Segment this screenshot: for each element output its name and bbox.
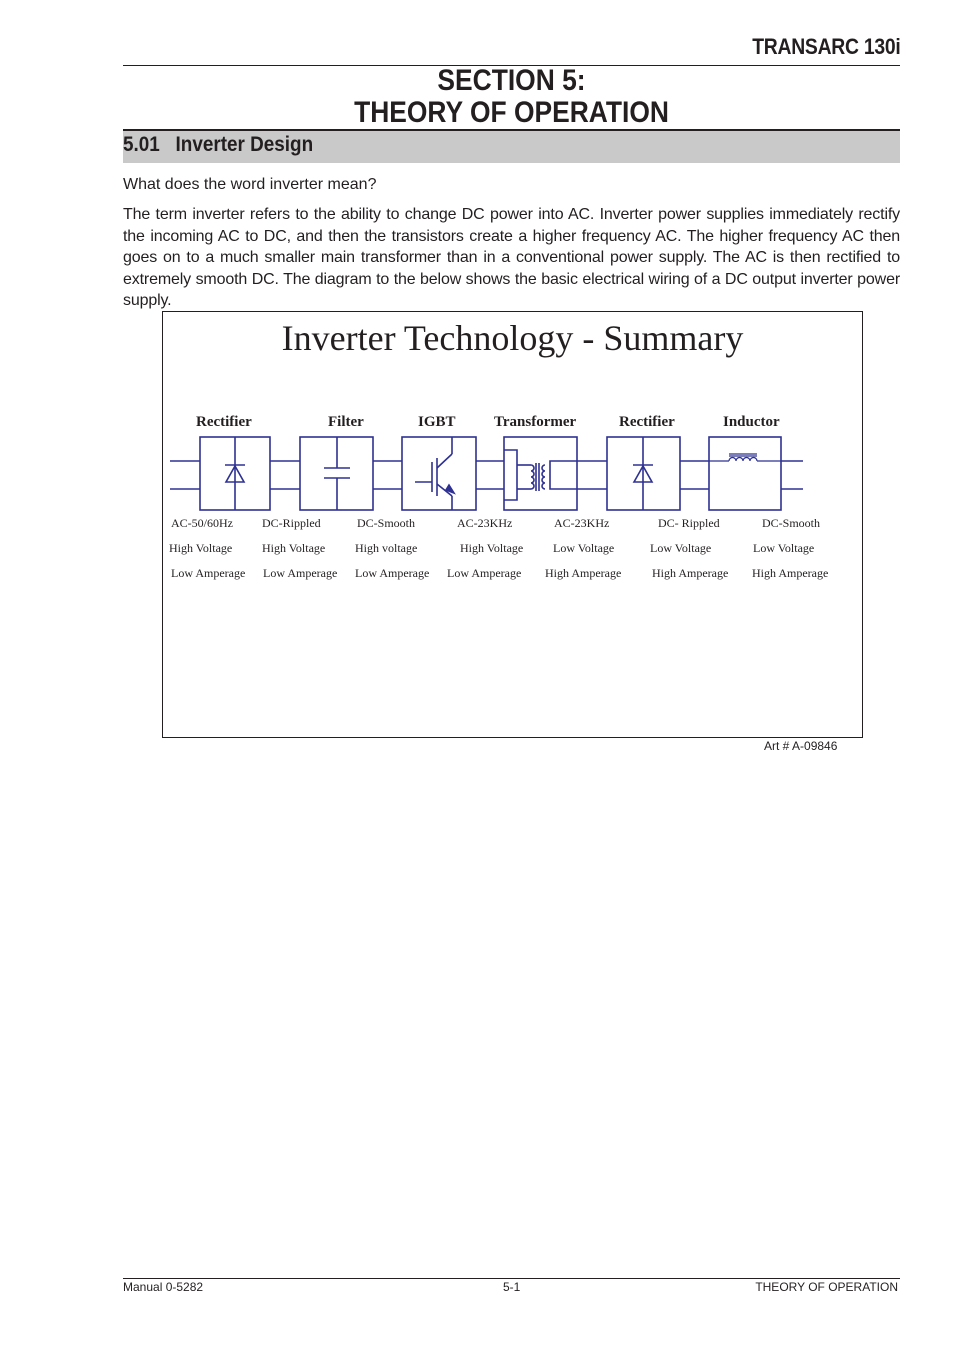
footer-manual-number: Manual 0-5282 (123, 1280, 204, 1294)
product-title: TRANSARC 130i (751, 34, 900, 59)
signal-type-label: DC-Smooth (762, 516, 821, 530)
diagram-title: Inverter Technology - Summary (281, 318, 744, 358)
voltage-label: High Voltage (460, 541, 524, 555)
voltage-label: High Voltage (169, 541, 233, 555)
capacitor-icon (324, 437, 350, 510)
art-number: Art # A-09846 (764, 739, 838, 753)
amperage-label: High Amperage (545, 566, 622, 580)
diode-icon-2 (633, 437, 653, 510)
stage-label-rectifier-1: Rectifier (196, 414, 252, 430)
signal-type-label: DC-Smooth (357, 516, 416, 530)
diode-icon-1 (225, 437, 245, 510)
amperage-label: Low Amperage (447, 566, 522, 580)
stage-label-igbt: IGBT (418, 414, 456, 430)
intro-question: What does the word inverter mean? (123, 176, 377, 193)
amperage-label: High Amperage (752, 566, 829, 580)
body-paragraph: The term inverter refers to the ability to change DC power into AC. Inverter power supplies immediately rectify the incoming AC to DC, and then the transistors create a higher frequency AC. The higher frequency AC then goes on to a much smaller main transformer than in a conventional power supply. The AC is then rectified to extremely smooth DC. The diagram to the below shows the basic electrical wiring of a DC output inverter power supply. (123, 206, 900, 309)
inductor-icon (709, 454, 781, 461)
transistor-icon (415, 437, 454, 510)
amperage-label: High Amperage (652, 566, 729, 580)
stage-label-inductor: Inductor (723, 414, 780, 430)
signal-type-label: AC-50/60Hz (171, 516, 233, 530)
stage-label-rectifier-2: Rectifier (619, 414, 675, 430)
voltage-label: High Voltage (262, 541, 326, 555)
signal-type-label: DC- Rippled (658, 516, 720, 530)
voltage-label: Low Voltage (650, 541, 712, 555)
amperage-label: Low Amperage (355, 566, 430, 580)
footer-page-number: 5-1 (503, 1280, 521, 1294)
amperage-label: Low Amperage (171, 566, 246, 580)
stage-label-filter: Filter (328, 414, 364, 430)
inductor-block (709, 437, 781, 510)
section-title-line1: SECTION 5: (437, 64, 586, 97)
footer-section-name: THEORY OF OPERATION (755, 1280, 898, 1294)
section-title-line2: THEORY OF OPERATION (354, 96, 669, 129)
amperage-label: Low Amperage (263, 566, 338, 580)
voltage-label: Low Voltage (553, 541, 615, 555)
signal-type-label: AC-23KHz (554, 516, 610, 530)
voltage-label: Low Voltage (753, 541, 815, 555)
signal-type-label: DC-Rippled (262, 516, 321, 530)
subsection-title: 5.01 Inverter Design (123, 133, 314, 156)
signal-type-label: AC-23KHz (457, 516, 513, 530)
footer-rule (123, 1278, 900, 1279)
stage-label-transformer: Transformer (494, 414, 577, 430)
transformer-block (504, 437, 577, 510)
igbt-block (402, 437, 476, 510)
transformer-icon (504, 450, 577, 500)
voltage-label: High voltage (355, 541, 418, 555)
